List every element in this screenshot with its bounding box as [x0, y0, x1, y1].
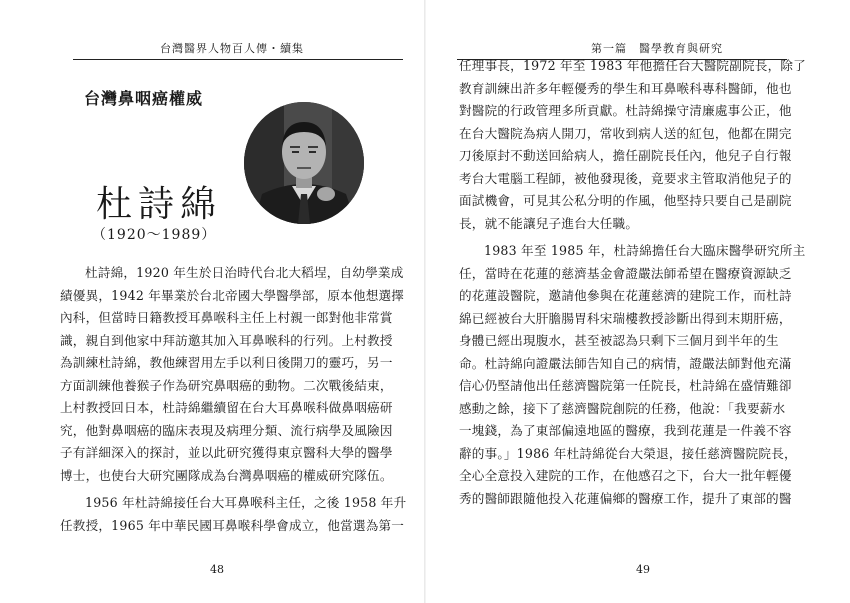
- person-dates: （1920～1989）: [92, 227, 217, 243]
- text-line: 子有詳細深入的探討，並以此研究獲得東京醫科大學的醫學: [60, 445, 393, 460]
- text-line: 為訓練杜詩綿，教他練習用左手以利日後開刀的靈巧，另一: [60, 355, 393, 370]
- paragraph: [60, 492, 407, 537]
- text-line: 感動之餘，接下了慈濟醫院創院的任務，他說：「我要薪水: [459, 400, 786, 416]
- text-line: 全心全意投入建院的工作，在他感召之下，台大一批年輕優: [459, 468, 792, 483]
- portrait-figure: [244, 102, 364, 224]
- text-line: 身體已經出現腹水，甚至被認為只剩下三個月到半年的生: [459, 333, 779, 348]
- right-page: [425, 0, 850, 603]
- body-text-left: [60, 262, 407, 537]
- running-head-left: 台灣醫界人物百人傳・續集: [160, 42, 304, 55]
- text-line: 任理事長，1972 年至 1983 年他擔任台大醫院副院長，除了: [459, 58, 806, 73]
- text-line: 上村教授回日本，杜詩綿繼續留在台大耳鼻喉科做鼻咽癌研: [60, 400, 393, 415]
- text-line: 方面訓練他養猴子作為研究鼻咽癌的動物。二次戰後結束，: [60, 377, 393, 393]
- text-line: 識，親自到他家中拜訪邀其加入耳鼻喉科的行列。上村教授: [60, 332, 393, 348]
- running-head-right: 第一篇 醫學教育與研究: [591, 42, 723, 55]
- text-line: 考台大電腦工程師，被他發現後，竟要求主管取消他兒子的: [459, 170, 792, 186]
- page-number-right: 49: [636, 563, 650, 576]
- text-line: 對醫院的行政管理多所貢獻。杜詩綿操守清廉處事公正，他: [459, 103, 792, 118]
- section-title: 台灣鼻咽癌權威: [84, 89, 204, 108]
- paragraph: [459, 240, 806, 510]
- text-line: 面試機會，可見其公私分明的作風，他堅持只要自己是副院: [459, 193, 792, 208]
- text-line: 信心仍堅請他出任慈濟醫院第一任院長，杜詩綿在盛情難卻: [459, 378, 792, 393]
- text-line: 一塊錢，為了東部偏遠地區的醫療，我到花蓮是一件義不容: [459, 423, 792, 438]
- text-line: 在台大醫院為病人開刀，常收到病人送的紅包，他都在開完: [459, 125, 792, 141]
- text-line: 博士，也使台大研究團隊成為台灣鼻咽癌的權威研究隊伍。: [60, 467, 393, 483]
- text-line: 1956 年杜詩綿接任台大耳鼻喉科主任，之後 1958 年升: [85, 495, 407, 510]
- text-line: 教育訓練出許多年輕優秀的學生和耳鼻喉科專科醫師，他也: [459, 80, 792, 96]
- text-line: 辭的事。」1986 年杜詩綿從台大榮退，接任慈濟醫院院長，: [459, 445, 797, 461]
- text-line: 杜詩綿，1920 年生於日治時代台北大稻埕，自幼學業成: [85, 265, 404, 280]
- text-line: 刀後原封不動送回給病人，擔任副院長任內，他兒子自行報: [459, 148, 792, 163]
- text-line: 任，當時在花蓮的慈濟基金會證嚴法師希望在醫療資源缺乏: [459, 265, 792, 281]
- portrait-photo: [244, 102, 364, 224]
- paragraph: [60, 262, 405, 487]
- text-line: 究，他對鼻咽癌的臨床表現及病理分類、流行病學及風險因: [60, 422, 393, 438]
- text-line: 長，就不能讓兒子進台大任職。: [459, 215, 639, 231]
- person-name: 杜詩綿: [96, 184, 223, 225]
- text-line: 的花蓮設醫院，邀請他參與在花蓮慈濟的建院工作，而杜詩: [459, 288, 792, 303]
- text-line: 綿已經被台大肝膽腸胃科宋瑞樓教授診斷出得到末期肝癌，: [459, 310, 792, 326]
- text-line: 1983 年至 1985 年，杜詩綿擔任台大臨床醫學研究所主: [484, 243, 806, 258]
- page-number-left: 48: [210, 563, 224, 576]
- text-line: 命。杜詩綿向證嚴法師告知自己的病情，證嚴法師對他充滿: [459, 355, 792, 371]
- text-line: 任教授，1965 年中華民國耳鼻喉科學會成立，他當選為第一: [60, 517, 405, 533]
- text-line: 績優異，1942 年畢業於台北帝國大學醫學部，原本他想選擇: [60, 287, 405, 303]
- body-text-right: [459, 55, 806, 510]
- paragraph: [459, 55, 806, 235]
- header-rule-left: [73, 59, 403, 60]
- text-line: 秀的醫師跟隨他投入花蓮偏鄉的醫療工作，提升了東部的醫: [459, 490, 792, 506]
- text-line: 內科，但當時日籍教授耳鼻喉科主任上村親一郎對他非常賞: [60, 310, 393, 325]
